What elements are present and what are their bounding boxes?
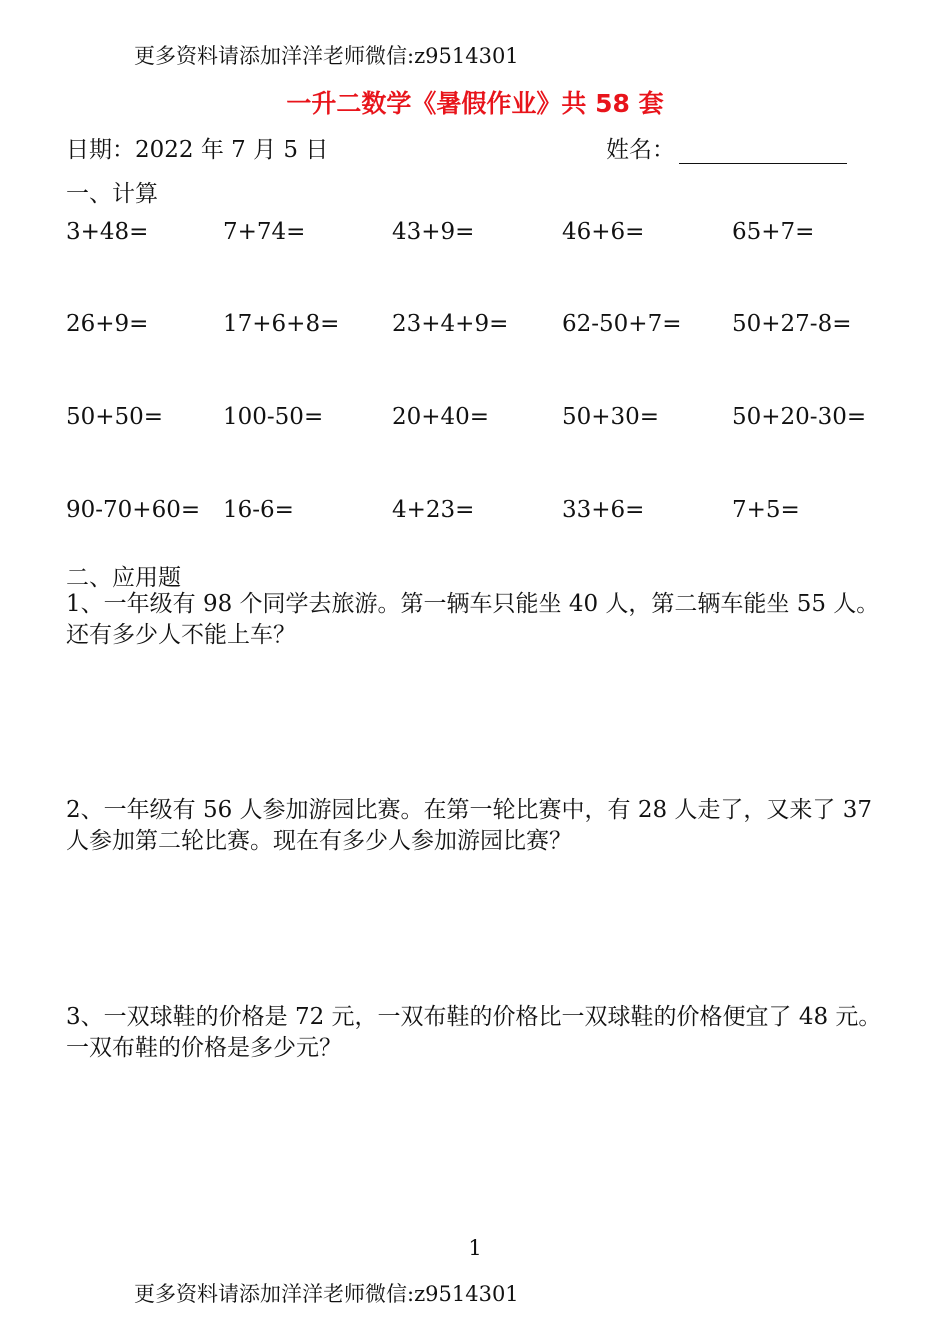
calc-problem: 33+6= — [562, 497, 645, 523]
calc-problem: 23+4+9= — [392, 311, 509, 337]
calc-problem: 7+74= — [223, 219, 306, 245]
section-word-problems-heading: 二、应用题 — [66, 565, 181, 591]
calc-problem: 4+23= — [392, 497, 475, 523]
page-number: 1 — [468, 1236, 482, 1260]
name-blank-line — [679, 141, 847, 164]
header-note: 更多资料请添加洋洋老师微信:z9514301 — [134, 44, 519, 68]
calc-problem: 65+7= — [732, 219, 815, 245]
section-calculation-heading: 一、计算 — [66, 181, 158, 207]
page-title: 一升二数学《暑假作业》共 58 套 — [286, 89, 664, 118]
calc-problem: 3+48= — [66, 219, 149, 245]
calc-problem: 16-6= — [223, 497, 294, 523]
footer-note: 更多资料请添加洋洋老师微信:z9514301 — [134, 1282, 519, 1306]
date-text: 日期：2022 年 7 月 5 日 — [66, 137, 329, 163]
name-label: 姓名： — [606, 137, 675, 163]
name-field — [606, 131, 847, 164]
word-problem-2: 2、一年级有 56 人参加游园比赛。在第一轮比赛中，有 28 人走了，又来了 37 人参加第二轮比赛。现在有多少人参加游园比赛？ — [66, 797, 872, 854]
calc-problem: 20+40= — [392, 404, 490, 430]
calc-problem: 50+20-30= — [732, 404, 867, 430]
calc-problem: 7+5= — [732, 497, 800, 523]
calc-problem: 90-70+60= — [66, 497, 201, 523]
calc-problem: 26+9= — [66, 311, 149, 337]
calc-problem: 50+27-8= — [732, 311, 852, 337]
calc-problem: 100-50= — [223, 404, 324, 430]
word-problem-3: 3、一双球鞋的价格是 72 元，一双布鞋的价格比一双球鞋的价格便宜了 48 元。一双布鞋的价格是多少元？ — [66, 1004, 882, 1061]
calc-problem: 43+9= — [392, 219, 475, 245]
calc-problem: 17+6+8= — [223, 311, 340, 337]
calc-problem: 50+30= — [562, 404, 660, 430]
calc-problem: 62-50+7= — [562, 311, 682, 337]
calc-problem: 50+50= — [66, 404, 164, 430]
word-problem-1: 1、一年级有 98 个同学去旅游。第一辆车只能坐 40 人，第二辆车能坐 55 人。还有多少人不能上车？ — [66, 591, 880, 648]
calc-problem: 46+6= — [562, 219, 645, 245]
